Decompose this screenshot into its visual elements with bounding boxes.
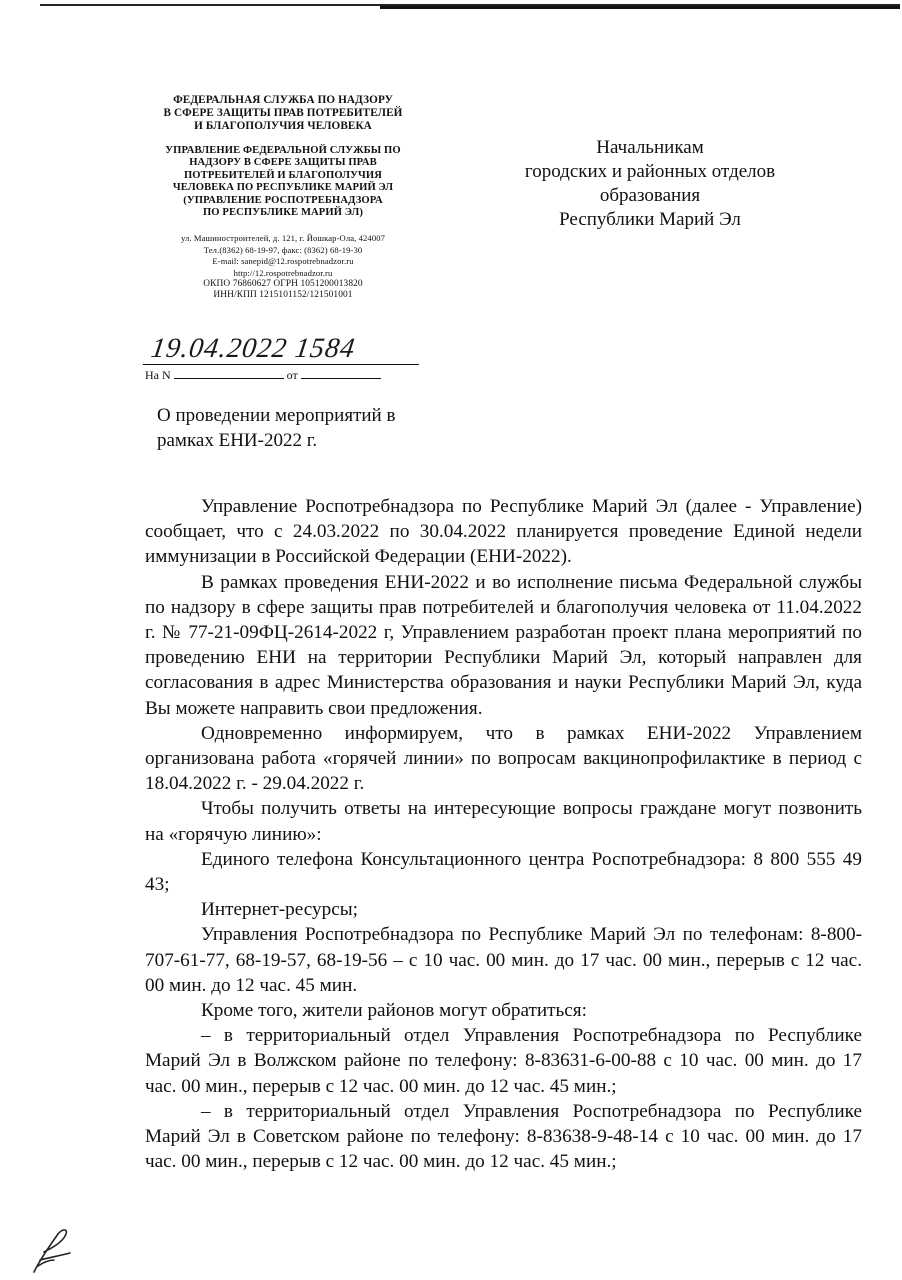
department-line: ПО РЕСПУБЛИКЕ МАРИЙ ЭЛ) xyxy=(202,207,364,219)
address-line: ул. Машиностроителей, д. 121, г. Йошкар-Ола, 424007 xyxy=(180,233,386,244)
body-paragraph: Чтобы получить ответы на интересующие вопросы граждане могут позвонить на «горячую линию»: xyxy=(145,798,862,845)
body-paragraph: Одновременно информируем, что в рамках ЕНИ-2022 Управлением организована работа «горячей линии» по вопросам вакцинопрофилактике в период с 18.04.2022 г. - 29.04.2022 г. xyxy=(145,722,862,795)
department-name xyxy=(138,145,428,219)
body-paragraph: Интернет-ресурсы; xyxy=(201,899,358,921)
letterhead xyxy=(138,94,428,302)
body-paragraph: Кроме того, жители районов могут обратиться: xyxy=(201,1000,587,1022)
agency-line: ФЕДЕРАЛЬНАЯ СЛУЖБА ПО НАДЗОРУ xyxy=(173,94,393,106)
na-label: На N xyxy=(145,368,171,382)
inn-kpp-line: ИНН/КПП 1215101152/121501001 xyxy=(213,290,353,301)
ot-label: от xyxy=(286,368,298,382)
body-paragraph: В рамках проведения ЕНИ-2022 и во исполнение письма Федеральной службы по надзору в сфере защиты прав потребителей и благополучия человека от 11.04.2022 г. № 77-21-09ФЦ-2614-2022 г, Управлением разработан проект плана мероприятий по проведению ЕНИ на территории Республики Марий Эл, который направлен для согласования в адрес Министерства образования и науки Республики Марий Эл, куда Вы можете направить свои предложения. xyxy=(145,571,862,719)
agency-name xyxy=(138,94,428,133)
department-line: (УПРАВЛЕНИЕ РОСПОТРЕБНАДЗОРА xyxy=(183,194,383,206)
body-paragraph: Управления Роспотребнадзора по Республике Марий Эл по телефонам: 8-800-707-61-77, 68-19-57, 68-19-56 – с 10 час. 00 мин. до 17 час. 00 мин., перерыв с 12 час. 00 мин. до 12 час. 45 мин. xyxy=(145,924,862,996)
na-blank-line xyxy=(174,368,284,379)
body-paragraph: Управление Роспотребнадзора по Республике Марий Эл (далее - Управление) сообщает, что с 24.03.2022 по 30.04.2022 планируется проведение Единой недели иммунизации в Российской Федерации (ЕНИ-2022). xyxy=(145,496,862,568)
body-paragraph: Единого телефона Консультационного центра Роспотребнадзора: 8 800 555 49 43; xyxy=(145,848,862,896)
body-paragraph: – в территориальный отдел Управления Роспотребнадзора по Республике Марий Эл в Волжском районе по телефону: 8-83631-6-00-88 с 10 час. 00 мин. до 17 час. 00 мин., перерыв с 12 час. 00 мин. до 12 час. 45 мин.; xyxy=(145,1025,862,1097)
agency-line: В СФЕРЕ ЗАЩИТЫ ПРАВ ПОТРЕБИТЕЛЕЙ xyxy=(163,107,403,119)
top-border-line-thick xyxy=(380,6,900,9)
agency-line: И БЛАГОПОЛУЧИЯ ЧЕЛОВЕКА xyxy=(194,120,372,132)
okpo-ogrn-line: ОКПО 76860627 ОГРН 1051200013820 xyxy=(203,279,363,290)
phone-line: Тел.(8362) 68-19-97, факс: (8362) 68-19-30 xyxy=(203,244,363,255)
department-line: НАДЗОРУ В СФЕРЕ ЗАЩИТЫ ПРАВ xyxy=(189,157,377,169)
department-line: ЧЕЛОВЕКА ПО РЕСПУБЛИКЕ МАРИЙ ЭЛ xyxy=(172,182,394,194)
department-line: УПРАВЛЕНИЕ ФЕДЕРАЛЬНОЙ СЛУЖБЫ ПО xyxy=(165,145,401,156)
handwritten-reference-number: 19.04.2022 1584 xyxy=(143,334,423,365)
subject-line: О проведении мероприятий в xyxy=(157,405,396,426)
reference-block xyxy=(145,334,420,383)
addressee-line: Республики Марий Эл xyxy=(559,209,741,230)
reply-reference-row xyxy=(145,368,420,383)
letter-subject xyxy=(157,403,457,453)
contact-details xyxy=(138,233,428,301)
subject-line: рамках ЕНИ-2022 г. xyxy=(157,430,318,451)
addressee xyxy=(490,136,810,232)
letter-body xyxy=(145,494,862,1174)
website-line: http://12.rospotrebnadzor.ru xyxy=(233,267,333,278)
addressee-line: городских и районных отделов xyxy=(524,161,776,182)
addressee-line: Начальникам xyxy=(596,137,704,158)
ot-blank-line xyxy=(301,368,381,379)
body-paragraph: – в территориальный отдел Управления Роспотребнадзора по Республике Марий Эл в Советском районе по телефону: 8-83638-9-48-14 с 10 час. 00 мин. до 17 час. 00 мин., перерыв с 12 час. 00 мин. до 12 час. 45 мин.; xyxy=(145,1100,862,1173)
department-line: ПОТРЕБИТЕЛЕЙ И БЛАГОПОЛУЧИЯ xyxy=(183,169,383,181)
signature-mark xyxy=(30,1226,74,1274)
addressee-line: образования xyxy=(599,185,701,206)
email-line: E-mail: sanepid@12.rospotrebnadzor.ru xyxy=(212,256,354,267)
